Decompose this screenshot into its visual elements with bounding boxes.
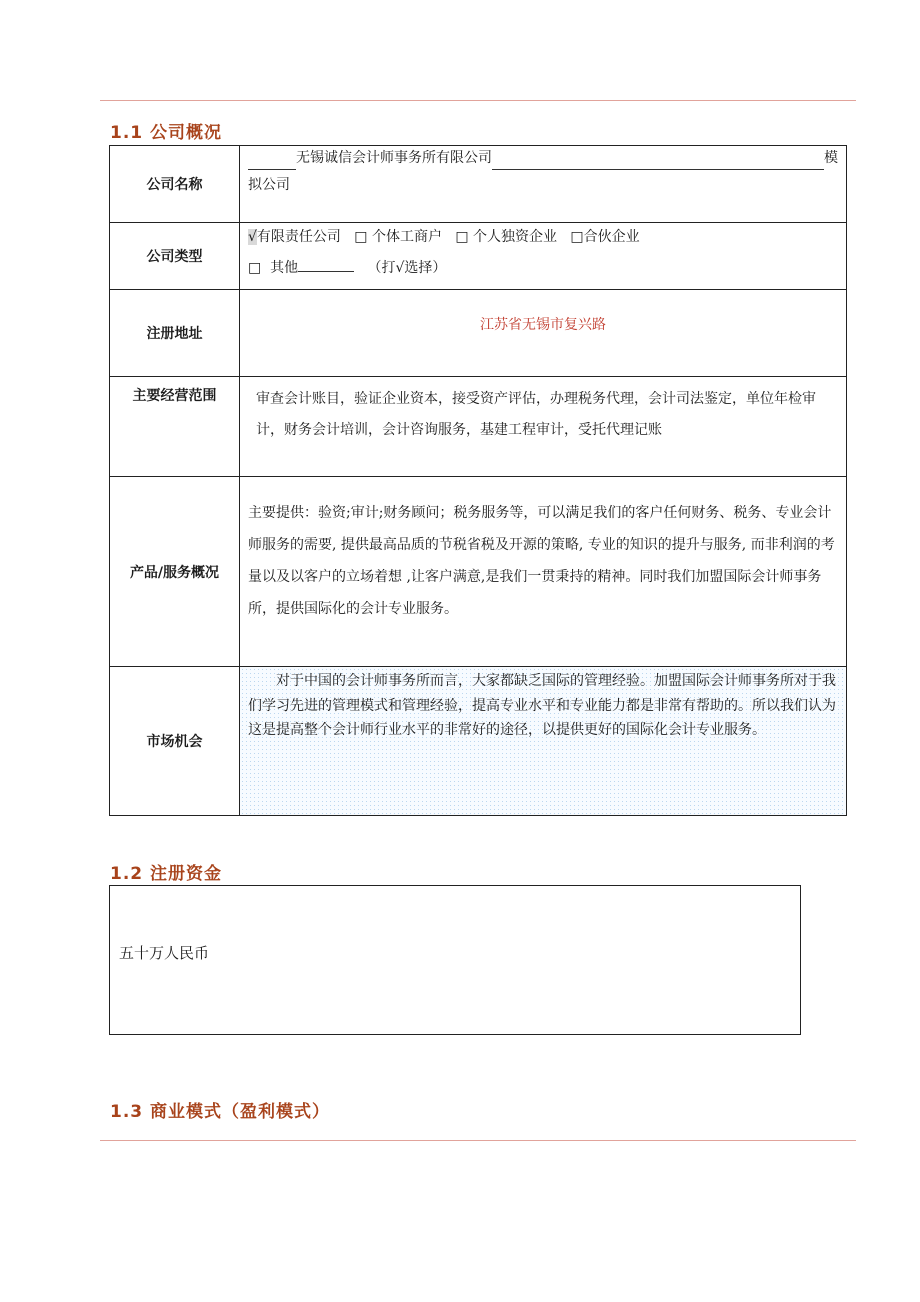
option-other: 其他	[270, 260, 299, 276]
label-company-name: 公司名称	[110, 146, 240, 223]
row-products	[110, 477, 847, 667]
label-products: 产品/服务概况	[110, 477, 240, 667]
value-products: 主要提供：验资;审计;财务顾问；税务服务等，可以满足我们的客户任何财务、税务、专业会计师服务的需要, 提供最高品质的节税省税及开源的策略, 专业的知识的提升与服务, 而非利润的考量以及以客户的立场着想 ,让客户满意,是我们一贯秉持的精神。同时我们加盟国际会计师事务所，提供国际化的会计专业服务。	[248, 505, 835, 617]
value-market-cell	[240, 667, 847, 816]
value-company-type	[240, 223, 847, 290]
selection-hint: （打√选择）	[367, 260, 447, 276]
label-company-type: 公司类型	[110, 223, 240, 290]
top-rule	[100, 100, 856, 101]
value-business-scope: 审查会计账目，验证企业资本，接受资产评估，办理税务代理，会计司法鉴定，单位年检审计，财务会计培训，会计咨询服务，基建工程审计，受托代理记账	[256, 391, 816, 438]
company-name-suffix-first: 模	[824, 150, 838, 166]
row-company-type	[110, 223, 847, 290]
company-name-suffix-rest: 拟公司	[248, 177, 290, 193]
label-address: 注册地址	[110, 290, 240, 377]
option-llc: 有限责任公司	[256, 229, 341, 245]
bottom-rule	[100, 1140, 856, 1141]
row-address	[110, 290, 847, 377]
checkbox-icon[interactable]: □	[248, 260, 262, 276]
label-market: 市场机会	[110, 667, 240, 816]
value-market: 对于中国的会计师事务所而言，大家都缺乏国际的管理经验。加盟国际会计师事务所对于我们学习先进的管理模式和管理经验，提高专业水平和专业能力都是非常有帮助的。所以我们认为这是提高整个会计师行业水平的非常好的途径，以提供更好的国际化会计专业服务。	[248, 673, 836, 738]
company-overview-table	[109, 145, 847, 816]
registered-capital-box	[109, 885, 801, 1035]
option-partnership: 合伙企业	[583, 229, 640, 245]
option-individual-business: 个体工商户	[371, 229, 442, 245]
option-sole-proprietorship: 个人独资企业	[473, 229, 558, 245]
value-address: 江苏省无锡市复兴路	[480, 317, 606, 333]
label-business-scope: 主要经营范围	[110, 377, 240, 477]
checkbox-icon[interactable]: □	[354, 229, 368, 245]
value-company-name	[240, 146, 847, 223]
row-market	[110, 667, 847, 816]
company-name-text: 无锡诚信会计师事务所有限公司	[296, 150, 492, 166]
checkbox-icon[interactable]: □	[570, 229, 584, 245]
row-company-name	[110, 146, 847, 223]
registered-capital-value: 五十万人民币	[119, 944, 210, 962]
value-products-cell	[240, 477, 847, 667]
value-business-scope-cell	[240, 377, 847, 477]
section-heading-overview: 1.1 公司概况	[110, 123, 223, 143]
row-business-scope	[110, 377, 847, 477]
section-heading-business-model: 1.3 商业模式（盈利模式）	[110, 1102, 331, 1122]
checkbox-icon[interactable]: □	[455, 229, 469, 245]
section-heading-capital: 1.2 注册资金	[110, 864, 223, 884]
check-mark-icon[interactable]: √	[248, 229, 257, 245]
other-blank-field[interactable]	[298, 251, 354, 272]
value-address-cell	[240, 290, 847, 377]
